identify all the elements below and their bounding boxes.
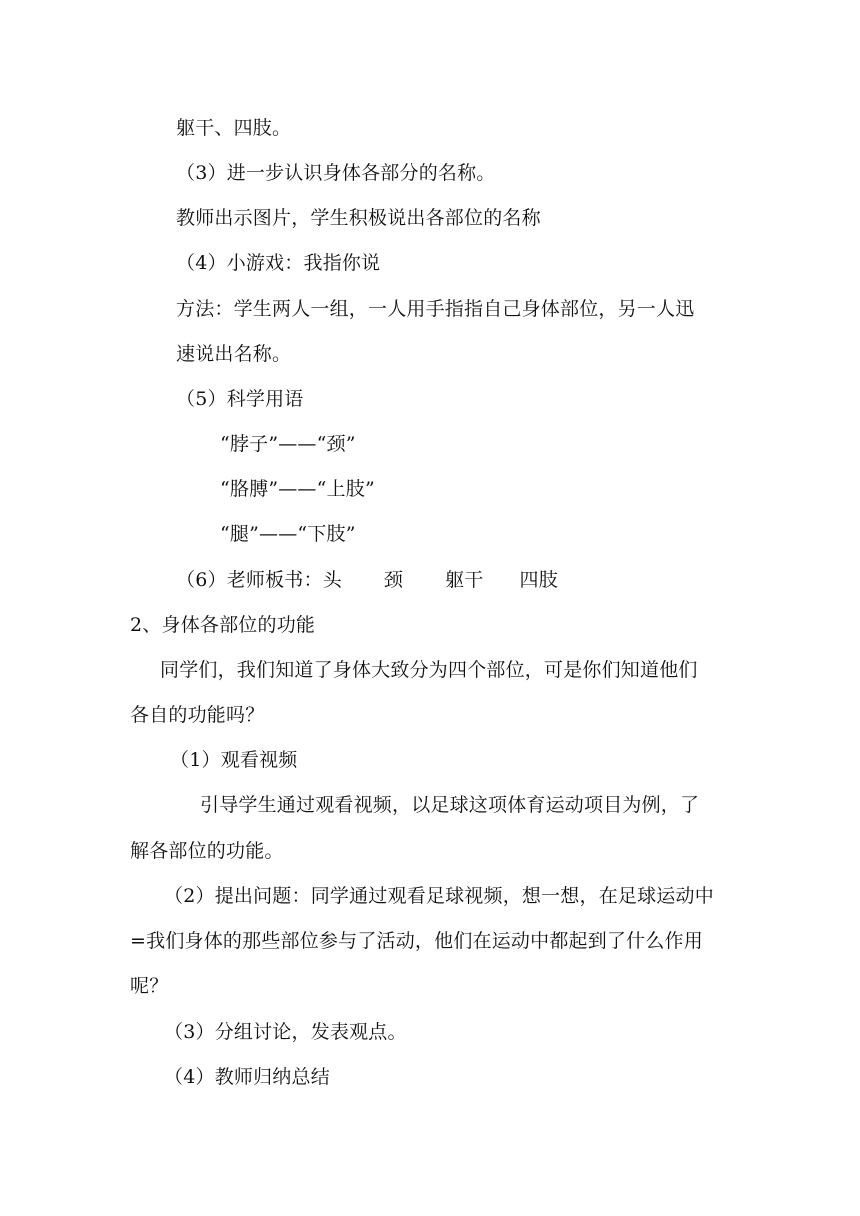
text-line: 解各部位的功能。 [130, 840, 284, 862]
board-prefix: （6）老师板书： [176, 569, 323, 591]
board-item: 头 [322, 569, 342, 591]
text-line: （3）分组讨论，发表观点。 [164, 1021, 407, 1043]
text-line: （4）教师归纳总结 [164, 1066, 330, 1088]
text-line: 同学们，我们知道了身体大致分为四个部位，可是你们知道他们 [160, 659, 698, 681]
text-line: （3）进一步认识身体各部分的名称。 [176, 162, 496, 184]
text-line: “脖子”——“颈” [220, 433, 356, 455]
text-line: 速说出名称。 [176, 343, 292, 365]
text-line: 各自的功能吗？ [130, 704, 265, 726]
text-line: 引导学生通过观看视频，以足球这项体育运动项目为例，了 [200, 794, 700, 816]
text-line: “胳膊”——“上肢” [220, 478, 375, 500]
section-heading: 2、身体各部位的功能 [130, 614, 316, 636]
board-line [176, 568, 558, 592]
text-line: =我们身体的那些部位参与了活动，他们在运动中都起到了什么作用 [130, 930, 703, 952]
board-item: 颈 [383, 569, 404, 591]
text-line: 教师出示图片，学生积极说出各部位的名称 [176, 207, 541, 229]
text-line: （5）科学用语 [176, 388, 304, 410]
board-item: 躯干 [445, 569, 484, 591]
text-line: 呢？ [130, 975, 169, 997]
text-line: （4）小游戏：我指你说 [176, 252, 381, 274]
text-line: （1）观看视频 [170, 749, 298, 771]
text-line: 方法：学生两人一组，一人用手指指自己身体部位，另一人迅 [176, 298, 695, 320]
text-line: 躯干、四肢。 [176, 117, 292, 139]
board-item: 四肢 [519, 569, 558, 591]
text-line: “腿”——“下肢” [220, 523, 356, 545]
text-line: （2）提出问题：同学通过观看足球视频，想一想，在足球运动中 [164, 885, 714, 907]
